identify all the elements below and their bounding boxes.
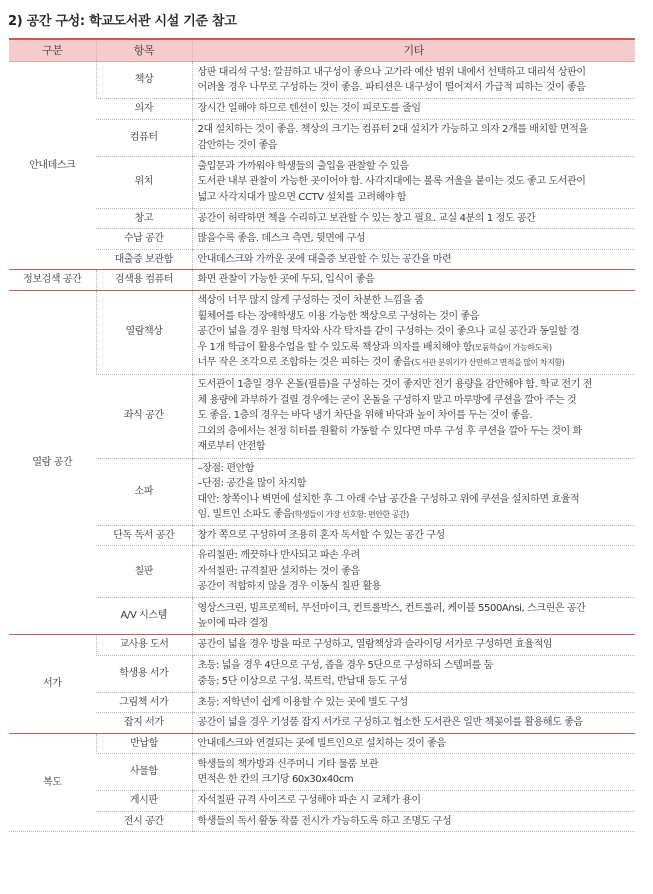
table-row bbox=[9, 62, 635, 99]
notes-cell bbox=[192, 62, 635, 99]
notes-line: 학생들의 독서 활동 작품 전시가 가능하도록 하고 조명도 구성 bbox=[197, 815, 452, 827]
notes-line: 공간이 넓을 경우 방을 따로 구성하고, 열람책상과 슬라이딩 서가로 구성하면 효율적임 bbox=[197, 639, 553, 650]
item-cell: 단독 독서 공간 bbox=[96, 525, 192, 546]
item-cell: 컴퓨터 bbox=[96, 119, 192, 156]
category-cell: 열람 공간 bbox=[9, 290, 96, 635]
notes-line: 공간이 허락하면 책을 수리하고 보관할 수 있는 창고 필요. 교실 4분의 1 정도 공간 bbox=[197, 212, 536, 224]
table-row bbox=[9, 811, 635, 832]
notes-cell bbox=[192, 458, 635, 525]
notes-line: 창가 쪽으로 구성하여 조용히 혼자 독서할 수 있는 공간 구성 bbox=[197, 529, 445, 541]
notes-line: 많을수록 좋음. 데스크 측면, 뒷면에 구성 bbox=[197, 233, 366, 244]
table-row bbox=[9, 754, 635, 791]
notes-line: 공간이 적합하지 않을 경우 이동식 칠판 활용 bbox=[197, 581, 381, 593]
facility-standards-table bbox=[9, 38, 635, 832]
notes-cell bbox=[192, 270, 635, 291]
notes-small-text: (모둠학습이 가능하도록) bbox=[472, 342, 552, 352]
notes-cell bbox=[192, 525, 635, 546]
table-row bbox=[9, 208, 635, 229]
notes-cell bbox=[192, 811, 635, 832]
header-category: 구분 bbox=[9, 39, 96, 62]
notes-cell bbox=[192, 119, 635, 156]
notes-line: 자석칠판 규격 사이즈로 구성해야 파손 시 교체가 용이 bbox=[197, 795, 421, 806]
table-row bbox=[9, 546, 635, 598]
notes-line: 안내데스크와 가까운 곳에 대출증 보관할 수 있는 공간을 마련 bbox=[197, 253, 452, 265]
notes-cell bbox=[192, 713, 635, 734]
notes-line: 어려울 경우 나무로 구성하는 것이 좋음. 파티션은 내구성이 떨어져서 가급적 피하는 것이 좋음 bbox=[197, 82, 586, 93]
notes-cell bbox=[192, 229, 635, 250]
notes-line: 면적은 한 칸의 크기당 60x30x40cm bbox=[197, 774, 354, 785]
item-cell: 열람책상 bbox=[96, 290, 192, 374]
notes-cell bbox=[192, 655, 635, 692]
category-cell: 서가 bbox=[9, 635, 96, 734]
table-row bbox=[9, 692, 635, 713]
notes-line: 공간이 넓을 경우 원형 탁자와 사각 탁자를 같이 구성하는 것이 좋으나 교실 공간과 동일할 경 bbox=[197, 326, 580, 338]
item-cell: 의자 bbox=[96, 99, 192, 120]
notes-line: 색상이 너무 많지 않게 구성하는 것이 차분한 느낌을 줌 bbox=[197, 295, 424, 307]
notes-cell bbox=[192, 754, 635, 791]
notes-line: 휠체어를 타는 장애학생도 이용 가능한 책상으로 구성하는 것이 좋음 bbox=[197, 310, 480, 322]
notes-cell bbox=[192, 692, 635, 713]
notes-cell bbox=[192, 208, 635, 229]
header-notes: 기타 bbox=[192, 39, 635, 62]
table-body bbox=[9, 62, 635, 832]
item-cell: 게시판 bbox=[96, 791, 192, 812]
table-row bbox=[9, 290, 635, 374]
table-row bbox=[9, 374, 635, 458]
notes-small-text: (학생들이 가장 선호함: 편안한 공간) bbox=[291, 510, 409, 519]
notes-text: 임. 빌트인 소파도 좋음 bbox=[197, 509, 292, 520]
header-item: 항목 bbox=[96, 39, 192, 62]
item-cell: 검색용 컴퓨터 bbox=[96, 270, 192, 291]
notes-line: 감안하는 것이 좋음 bbox=[197, 139, 278, 151]
table-row bbox=[9, 270, 635, 291]
table-row bbox=[9, 733, 635, 754]
table-row bbox=[9, 156, 635, 208]
table-row bbox=[9, 655, 635, 692]
notes-cell bbox=[192, 374, 635, 458]
category-cell: 정보검색 공간 bbox=[9, 270, 96, 291]
item-cell: 대출증 보관함 bbox=[96, 249, 192, 270]
notes-cell bbox=[192, 99, 635, 120]
notes-line: 자석칠판: 규격칠판 설치하는 것이 좋음 bbox=[197, 565, 360, 577]
notes-line: 넓고 사각지대가 많으면 CCTV 설치를 고려해야 함 bbox=[197, 191, 407, 203]
page-title: 2) 공간 구성: 학교도서관 시설 기준 참고 bbox=[8, 14, 237, 29]
table-row bbox=[9, 791, 635, 812]
item-cell: 반납함 bbox=[96, 733, 192, 754]
table-row bbox=[9, 598, 635, 635]
item-cell: A/V 시스템 bbox=[96, 598, 192, 635]
notes-line: –단점: 공간을 많이 차지함 bbox=[197, 478, 307, 489]
notes-line: 도서관이 1층일 경우 온돌(필름)을 구성하는 것이 좋지만 전기 용량을 감안해야 함. 학교 전기 전 bbox=[197, 379, 592, 391]
notes-line: 초등: 저학년이 쉽게 이용할 수 있는 곳에 별도 구성 bbox=[197, 696, 408, 708]
item-cell: 위치 bbox=[96, 156, 192, 208]
notes-line: 안내데스크와 연결되는 곳에 빌트인으로 설치하는 것이 좋음 bbox=[197, 737, 446, 749]
category-cell: 안내데스크 bbox=[9, 62, 96, 270]
table-row bbox=[9, 713, 635, 734]
item-cell: 학생용 서가 bbox=[96, 655, 192, 692]
notes-line: –장점: 편안함 bbox=[197, 462, 255, 474]
notes-line: 학생들의 책가방과 신주머니 기타 물품 보관 bbox=[197, 758, 379, 770]
notes-line: 공간이 넓을 경우 기성품 잡지 서가로 구성하고 협소한 도서관은 일반 책꽂이를 활용해도 좋음 bbox=[197, 717, 583, 728]
item-cell: 그림책 서가 bbox=[96, 692, 192, 713]
notes-line: 대안: 창쪽이나 벽면에 설치한 후 그 아래 수납 공간을 구성하고 위에 쿠션을 설치하면 효율적 bbox=[197, 493, 580, 505]
table-row bbox=[9, 99, 635, 120]
item-cell: 소파 bbox=[96, 458, 192, 525]
item-cell: 책상 bbox=[96, 62, 192, 99]
table-header-row bbox=[9, 39, 635, 62]
notes-line: 초등: 넓을 경우 4단으로 구성, 좁을 경우 5단으로 구성하되 스텝퍼를 둠 bbox=[197, 660, 493, 671]
item-cell: 교사용 도서 bbox=[96, 635, 192, 656]
notes-line: 재로부터 안전함 bbox=[197, 441, 266, 453]
notes-line: 체 용량에 과부하가 걸릴 경우에는 굳이 온돌을 구성하지 말고 마루방에 쿠션을 깔아 주는 것 bbox=[197, 394, 577, 406]
item-cell: 잡지 서가 bbox=[96, 713, 192, 734]
notes-cell bbox=[192, 733, 635, 754]
item-cell: 전시 공간 bbox=[96, 811, 192, 832]
notes-line: 장시간 일해야 하므로 텐션이 있는 것이 피로도를 줄임 bbox=[197, 103, 421, 114]
notes-cell bbox=[192, 791, 635, 812]
item-cell: 수납 공간 bbox=[96, 229, 192, 250]
item-cell: 좌식 공간 bbox=[96, 374, 192, 458]
table-row bbox=[9, 249, 635, 270]
notes-cell bbox=[192, 546, 635, 598]
notes-line: 유리칠판: 깨끗하나 반사되고 파손 우려 bbox=[197, 550, 360, 562]
table-row bbox=[9, 119, 635, 156]
notes-line bbox=[198, 355, 631, 371]
item-cell: 칠판 bbox=[96, 546, 192, 598]
item-cell: 사물함 bbox=[96, 754, 192, 791]
table-row bbox=[9, 458, 635, 525]
notes-line bbox=[198, 340, 631, 356]
notes-line: 도 좋음. 1층의 경우는 바닥 냉기 차단을 위해 바닥과 높이 차이를 두는 것이 좋음. bbox=[197, 410, 533, 422]
notes-line: 높이에 따라 결정 bbox=[197, 618, 268, 629]
notes-line: 영상스크린, 빔프로젝터, 무선마이크, 컨트롤박스, 컨트롤러, 케이블 5500Ansi, 스크린은 공간 bbox=[197, 602, 586, 614]
notes-line: 그외의 층에서는 천정 히터를 원활히 가동할 수 있다면 마루 구성 후 쿠션을 깔아 두는 것이 화 bbox=[197, 425, 582, 437]
notes-line: 중등: 5단 이상으로 구성. 북트럭, 반납대 등도 구성 bbox=[197, 675, 408, 687]
category-cell: 복도 bbox=[9, 733, 96, 832]
notes-text: 우 1개 학급이 활용수업을 할 수 있도록 책상과 의자를 배치해야 함 bbox=[197, 341, 473, 353]
notes-line: 도서관 내부 관찰이 가능한 곳이어야 함. 사각지대에는 볼록 거울을 붙이는 것도 좋고 도서관이 bbox=[197, 176, 586, 188]
notes-line: 2대 설치하는 것이 좋음. 책상의 크기는 컴퓨터 2대 설치가 가능하고 의자 2개를 배치할 면적을 bbox=[197, 124, 588, 135]
notes-text: 너무 작은 조각으로 조합하는 것은 피하는 것이 좋음 bbox=[197, 357, 412, 369]
item-cell: 창고 bbox=[96, 208, 192, 229]
table-row bbox=[9, 635, 635, 656]
notes-cell bbox=[192, 249, 635, 270]
table-row bbox=[9, 229, 635, 250]
notes-cell bbox=[192, 290, 635, 374]
notes-line: 화면 관찰이 가능한 곳에 두되, 입식이 좋음 bbox=[197, 274, 375, 285]
notes-line bbox=[198, 507, 631, 523]
notes-line: 출입문과 가까워야 학생들의 출입을 관찰할 수 있음 bbox=[197, 160, 409, 172]
notes-cell bbox=[192, 598, 635, 635]
table-row bbox=[9, 525, 635, 546]
notes-small-text: (도서관 분위기가 산만하고 면적을 많이 차지함) bbox=[411, 358, 565, 368]
notes-line: 상판 대리석 구성: 깔끔하고 내구성이 좋으나 고가라 예산 범위 내에서 선택하고 대리석 상판이 bbox=[197, 66, 586, 78]
notes-cell bbox=[192, 635, 635, 656]
notes-cell bbox=[192, 156, 635, 208]
